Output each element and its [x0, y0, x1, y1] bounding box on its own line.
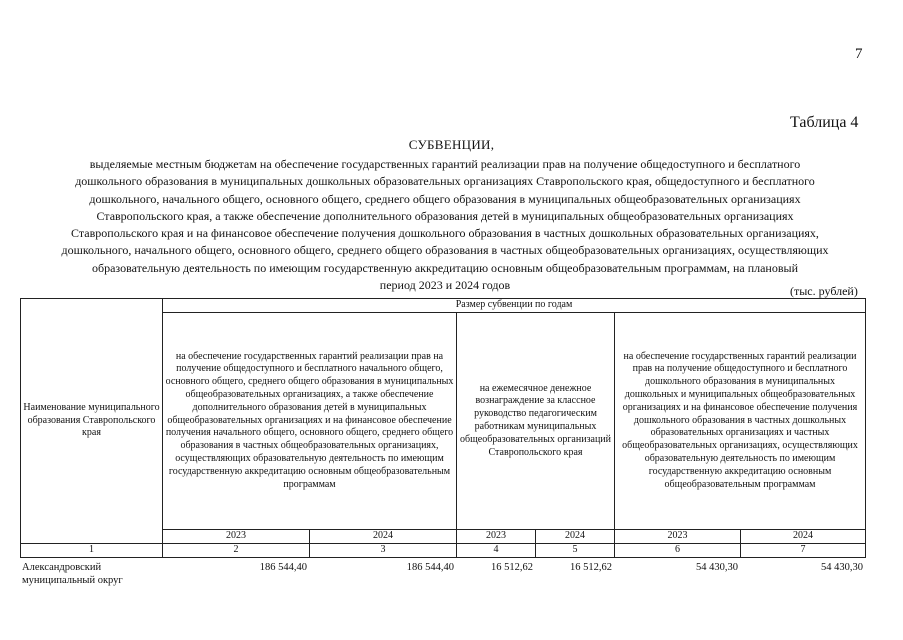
units-label: (тыс. рублей) — [790, 284, 858, 298]
subsidy-size-header: Размер субвенции по годам — [163, 299, 866, 313]
subtitle-line: период 2023 и 2024 годов — [379, 278, 511, 293]
value-cell: 186 544,40 — [406, 562, 454, 573]
document-title: СУБВЕНЦИИ, — [408, 137, 495, 152]
municipality-column-header: Наименование муниципального образования Ставропольского края — [21, 299, 163, 544]
subtitle-line: Ставропольского края и на финансовое обеспечение получения дошкольного образования в частных дошкольных образовательных организациях, — [71, 226, 819, 241]
year-header: 2023 — [615, 530, 741, 544]
table-row — [20, 561, 865, 587]
column-number: 5 — [536, 544, 615, 558]
year-header: 2024 — [310, 530, 457, 544]
value-cell: 54 430,30 — [696, 562, 738, 573]
page-number: 7 — [855, 46, 863, 62]
subsidy-table-body — [20, 561, 865, 587]
column-number: 1 — [21, 544, 163, 558]
year-header: 2024 — [536, 530, 615, 544]
group-header-preschool-education: на обеспечение государственных гарантий реализации прав на получение общедоступного и бесплатного дошкольного образования в муниципальных дошкольных и муниципальных общеобразовательных организациях и на финансовое обеспечение получения дошкольного образования в частных дошкольных образовательных организациях и частных общеобразовательных организациях, осуществляющих образовательную деятельность по имеющим государственную аккредитацию основным общеобразовательным программам — [615, 313, 866, 530]
year-header: 2024 — [741, 530, 866, 544]
column-number: 7 — [741, 544, 866, 558]
value-cell: 186 544,40 — [259, 562, 307, 573]
group-header-general-education: на обеспечение государственных гарантий реализации прав на получение общедоступного и бесплатного начального общего, основного общего, среднего общего образования в муниципальных общеобразовательных организациях, а также обеспечение дополнительного образования детей в муниципальных общеобразовательных организациях и на финансовое обеспечение получения начального общего, основного общего, среднего общего образования в частных общеобразовательных организациях, осуществляющих образовательную деятельность по имеющим государственную аккредитацию основным общеобразовательным программам — [163, 313, 457, 530]
subtitle-line: образовательную деятельность по имеющим государственную аккредитацию основным общеобразовательным программам, на плановый — [92, 260, 798, 275]
document-subtitle — [20, 156, 870, 294]
year-header: 2023 — [457, 530, 536, 544]
column-number: 6 — [615, 544, 741, 558]
value-cell: 16 512,62 — [570, 562, 612, 573]
subtitle-line: дошкольного образования в муниципальных дошкольных образовательных организациях Ставропольского края, общедоступного и бесплатного — [75, 174, 815, 189]
value-cell: 54 430,30 — [821, 562, 863, 573]
column-number: 2 — [163, 544, 310, 558]
subtitle-line: Ставропольского края, а также обеспечение дополнительного образования детей в муниципальных общеобразовательных организациях — [96, 208, 794, 223]
municipality-name: Александровский муниципальный округ — [22, 562, 123, 586]
column-number: 4 — [457, 544, 536, 558]
value-cell: 16 512,62 — [491, 562, 533, 573]
year-header: 2023 — [163, 530, 310, 544]
subtitle-line: выделяемые местным бюджетам на обеспечение государственных гарантий реализации прав на получение общедоступного и бесплатного — [89, 157, 801, 171]
group-header-class-teacher-reward: на ежемесячное денежное вознаграждение за классное руководство педагогическим работникам муниципальных общеобразовательных организаций Ставропольского края — [457, 313, 615, 530]
subtitle-line: дошкольного, начального общего, основного общего, среднего общего образования в муниципальных общеобразовательных организациях — [89, 191, 801, 206]
table-label: Таблица 4 — [790, 114, 859, 131]
subsidy-table-header — [20, 298, 866, 558]
subtitle-line: дошкольного, начального общего, основного общего, среднего общего образования в частных общеобразовательных организациях, осуществляющих — [61, 243, 829, 258]
column-number: 3 — [310, 544, 457, 558]
